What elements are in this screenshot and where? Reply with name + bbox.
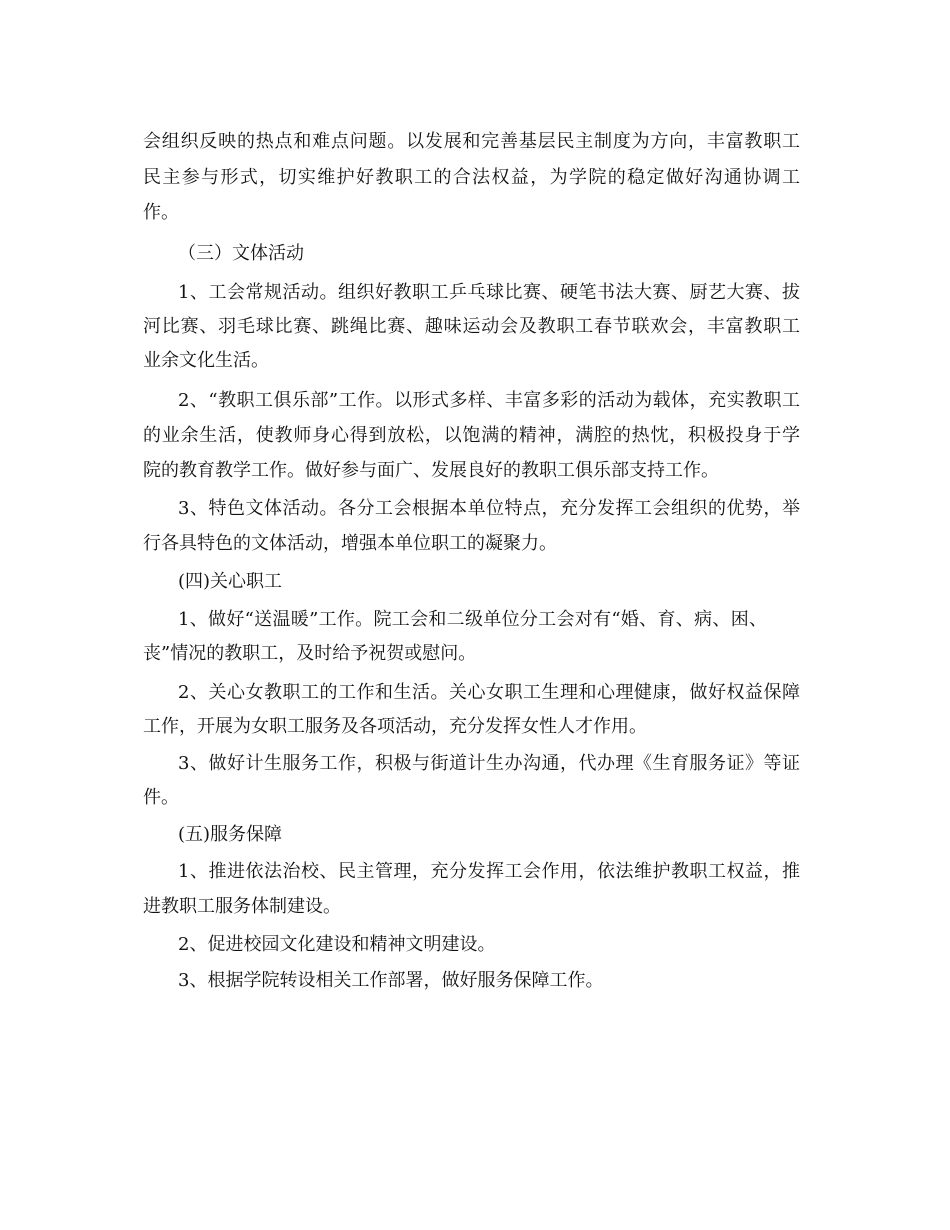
- section-heading-3: （三）文体活动: [178, 243, 304, 264]
- paragraph-line: 行各具特色的文体活动，增强本单位职工的凝聚力。: [143, 533, 557, 554]
- paragraph-line: 会组织反映的热点和难点问题。以发展和完善基层民主制度为方向，丰富教职工: [143, 131, 800, 152]
- paragraph-line: 丧”情况的教职工，及时给予祝贺或慰问。: [143, 643, 477, 664]
- section-heading-4: (四)关心职工: [178, 571, 283, 592]
- paragraph-line: 3、特色文体活动。各分工会根据本单位特点，充分发挥工会组织的优势，举: [178, 498, 800, 519]
- paragraph-line: 1、工会常规活动。组织好教职工乒乓球比赛、硬笔书法大赛、厨艺大赛、拔: [178, 282, 800, 303]
- paragraph-line: 业余文化生活。: [143, 350, 269, 371]
- paragraph-line: 2、促进校园文化建设和精神文明建设。: [178, 934, 496, 955]
- paragraph-line: 进教职工服务体制建设。: [143, 896, 341, 917]
- section-heading-5: (五)服务保障: [178, 824, 283, 845]
- paragraph-line: 民主参与形式，切实维护好教职工的合法权益，为学院的稳定做好沟通协调工: [143, 167, 800, 188]
- paragraph-line: 院的教育教学工作。做好参与面广、发展良好的教职工俱乐部支持工作。: [143, 460, 719, 481]
- paragraph-line: 1、推进依法治校、民主管理，充分发挥工会作用，依法维护教职工权益，推: [178, 861, 800, 882]
- paragraph-line: 的业余生活，使教师身心得到放松，以饱满的精神，满腔的热忱，积极投身于学: [143, 425, 800, 446]
- paragraph-line: 3、做好计生服务工作，积极与街道计生办沟通，代办理《生育服务证》等证: [178, 753, 800, 774]
- paragraph-line: 2、“教职工俱乐部”工作。以形式多样、丰富多彩的活动为载体，充实教职工: [178, 390, 800, 411]
- paragraph-line: 1、做好“送温暖”工作。院工会和二级单位分工会对有“婚、育、病、困、: [178, 609, 767, 630]
- paragraph-line: 工作，开展为女职工服务及各项活动，充分发挥女性人才作用。: [143, 716, 647, 737]
- paragraph-line: 3、根据学院转设相关工作部署，做好服务保障工作。: [178, 970, 604, 991]
- paragraph-line: 作。: [143, 202, 179, 223]
- paragraph-line: 2、关心女教职工的工作和生活。关心女职工生理和心理健康，做好权益保障: [178, 682, 800, 703]
- paragraph-line: 件。: [143, 787, 179, 808]
- paragraph-line: 河比赛、羽毛球比赛、跳绳比赛、趣味运动会及教职工春节联欢会，丰富教职工: [143, 316, 800, 337]
